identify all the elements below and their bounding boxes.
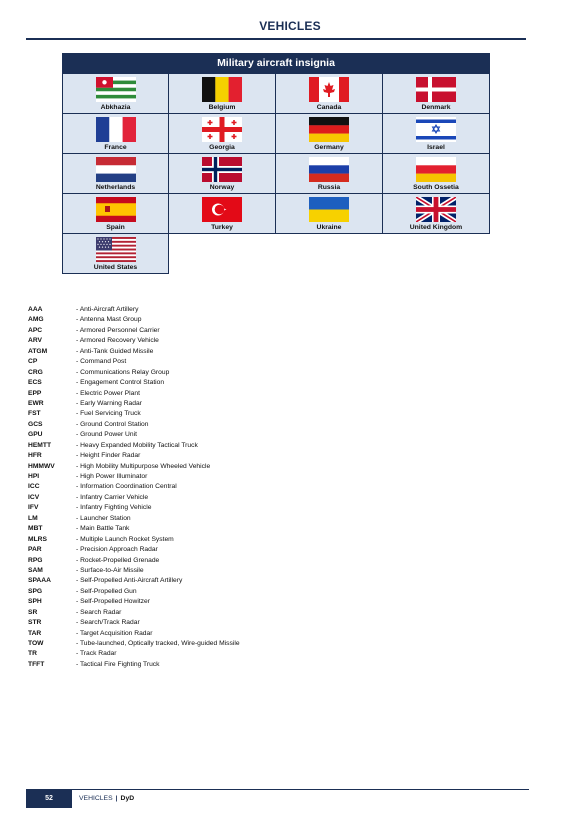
insignia-cell-united-kingdom — [383, 194, 490, 234]
abbreviation-row — [28, 514, 240, 524]
insignia-cell-belgium — [169, 74, 276, 114]
abbreviation-row — [28, 639, 240, 649]
insignia-cell-netherlands — [62, 154, 169, 194]
country-name: United Kingdom — [409, 224, 463, 231]
abbreviation-code: HEMTT — [28, 441, 52, 449]
abbreviation-definition: - Self-Propelled Gun — [76, 587, 137, 595]
insignia-cell-israel — [383, 114, 490, 154]
country-name: Israel — [427, 144, 445, 151]
abbreviation-definition: - Electric Power Plant — [76, 389, 140, 397]
abbreviation-code: APC — [28, 326, 43, 334]
abbreviation-row — [28, 524, 240, 534]
abbreviation-row — [28, 545, 240, 555]
country-name: Norway — [209, 184, 235, 191]
page-title: VEHICLES — [259, 19, 321, 33]
country-name: Germany — [314, 144, 344, 151]
abbreviation-code: SPH — [28, 598, 42, 606]
abbreviation-code: MBT — [28, 525, 43, 533]
abbreviation-row — [28, 576, 240, 586]
abbreviation-code: HFR — [28, 452, 42, 460]
country-name: Belgium — [208, 104, 236, 111]
abbreviation-definition: - Tactical Fire Fighting Truck — [76, 660, 160, 668]
country-name: Russia — [317, 184, 341, 191]
insignia-table — [62, 53, 490, 274]
denmark-flag-icon — [416, 77, 456, 102]
empty-cell — [169, 234, 276, 274]
abbreviation-row — [28, 587, 240, 597]
abbreviation-code: GCS — [28, 420, 43, 428]
footer-section: VEHICLES — [79, 795, 113, 802]
abbreviation-code: ICV — [28, 493, 40, 501]
abbreviation-row — [28, 420, 240, 430]
abbreviation-row — [28, 493, 240, 503]
insignia-grid — [62, 74, 490, 274]
abbreviation-code: ATGM — [28, 347, 48, 355]
abbreviation-code: ECS — [28, 379, 42, 387]
insignia-cell-georgia — [169, 114, 276, 154]
abbreviation-code: SAM — [28, 566, 43, 574]
abbreviation-code: RPG — [28, 556, 43, 564]
south-ossetia-flag-icon — [416, 157, 456, 182]
abbreviation-definition: - Height Finder Radar — [76, 452, 141, 460]
abbreviation-definition: - Track Radar — [76, 650, 117, 658]
abbreviation-code: TR — [28, 650, 37, 658]
country-name: Ukraine — [316, 224, 342, 231]
insignia-cell-canada — [276, 74, 383, 114]
abbreviation-definition: - Infantry Carrier Vehicle — [76, 493, 149, 501]
abbreviation-row — [28, 462, 240, 472]
abbreviation-definition: - Communications Relay Group — [76, 368, 170, 376]
abbreviation-code: EWR — [28, 399, 44, 407]
abbreviation-code: HMMWV — [28, 462, 55, 470]
abbreviation-code: CRG — [28, 368, 43, 376]
abbreviation-code: ICC — [28, 483, 40, 491]
israel-flag-icon — [416, 117, 456, 142]
insignia-cell-france — [62, 114, 169, 154]
country-name: United States — [93, 264, 138, 271]
insignia-cell-ukraine — [276, 194, 383, 234]
country-name: Georgia — [209, 144, 235, 151]
canada-flag-icon — [309, 77, 349, 102]
abbreviation-definition: - Self-Propelled Anti-Aircraft Artillery — [76, 577, 183, 585]
belgium-flag-icon — [202, 77, 242, 102]
abbreviation-row — [28, 503, 240, 513]
country-name: Spain — [106, 224, 125, 231]
abbreviation-row — [28, 660, 240, 670]
abbreviation-definition: - Ground Power Unit — [76, 431, 137, 439]
abbreviation-definition: - Early Warning Radar — [76, 399, 142, 407]
russia-flag-icon — [309, 157, 349, 182]
footer-separator: | — [115, 795, 118, 802]
abbreviation-definition: - Search/Track Radar — [76, 619, 140, 627]
header-divider — [26, 38, 526, 40]
abbreviation-row — [28, 618, 240, 628]
abbreviation-row — [28, 305, 240, 315]
abbreviation-row — [28, 357, 240, 367]
abbreviation-row — [28, 430, 240, 440]
abbreviation-row — [28, 409, 240, 419]
abbreviation-row — [28, 608, 240, 618]
georgia-flag-icon — [202, 117, 242, 142]
insignia-cell-norway — [169, 154, 276, 194]
abbreviation-definition: - Rocket-Propelled Grenade — [76, 556, 160, 564]
abbreviation-row — [28, 597, 240, 607]
abbreviation-code: LM — [28, 514, 38, 522]
abbreviation-row — [28, 535, 240, 545]
abbreviation-code: AMG — [28, 316, 44, 324]
country-name: South Ossetia — [413, 184, 459, 191]
abbreviation-definition: - High Mobility Multipurpose Wheeled Vehicle — [76, 462, 211, 470]
abbreviation-row — [28, 566, 240, 576]
abbreviation-row — [28, 441, 240, 451]
empty-cell — [383, 234, 490, 274]
abbreviation-definition: - Self-Propelled Howitzer — [76, 598, 150, 606]
footer-label — [79, 790, 134, 808]
abbreviation-definition: - Infantry Fighting Vehicle — [76, 504, 152, 512]
abbreviation-list — [28, 305, 240, 670]
abbreviation-row — [28, 336, 240, 346]
abbreviation-row — [28, 368, 240, 378]
brand-logo: DyD — [120, 795, 135, 802]
abbreviation-row — [28, 451, 240, 461]
norway-flag-icon — [202, 157, 242, 182]
abbreviation-definition: - Precision Approach Radar — [76, 546, 158, 554]
united-kingdom-flag-icon — [416, 197, 456, 222]
abbreviation-code: CP — [28, 358, 38, 366]
abbreviation-definition: - Tube-launched, Optically tracked, Wire-guided Missile — [76, 640, 240, 647]
abbreviation-row — [28, 482, 240, 492]
abbreviation-code: SPAAA — [28, 577, 51, 585]
abbreviation-code: SPG — [28, 587, 43, 595]
abbreviation-definition: - Search Radar — [76, 608, 122, 616]
abbreviation-definition: - Armored Recovery Vehicle — [76, 337, 159, 345]
insignia-cell-spain — [62, 194, 169, 234]
abbreviation-code: IFV — [28, 504, 39, 512]
insignia-cell-abkhazia — [62, 74, 169, 114]
abbreviation-row — [28, 315, 240, 325]
netherlands-flag-icon — [96, 157, 136, 182]
insignia-cell-denmark — [383, 74, 490, 114]
abbreviation-code: TFFT — [28, 660, 45, 668]
country-name: Canada — [316, 104, 342, 111]
insignia-cell-turkey — [169, 194, 276, 234]
abbreviation-code: GPU — [28, 431, 43, 439]
germany-flag-icon — [309, 117, 349, 142]
country-name: Denmark — [421, 104, 451, 111]
abbreviation-definition: - Surface-to-Air Missile — [76, 566, 144, 574]
abbreviation-definition: - Armored Personnel Carrier — [76, 326, 160, 334]
insignia-cell-united-states — [62, 234, 169, 274]
abbreviation-definition: - Target Acquisition Radar — [76, 629, 153, 637]
united-states-flag-icon — [96, 237, 136, 262]
abbreviation-row — [28, 472, 240, 482]
abbreviation-definition: - Ground Control Station — [76, 420, 149, 428]
abbreviation-definition: - Multiple Launch Rocket System — [76, 535, 174, 543]
abbreviation-definition: - Heavy Expanded Mobility Tactical Truck — [76, 441, 198, 449]
turkey-flag-icon — [202, 197, 242, 222]
abbreviation-row — [28, 378, 240, 388]
abbreviation-code: SR — [28, 608, 38, 616]
abbreviation-definition: - Information Coordination Central — [76, 483, 177, 491]
abbreviation-definition: - High Power Illuminator — [76, 473, 148, 480]
abbreviation-code: EPP — [28, 389, 42, 397]
abbreviation-code: MLRS — [28, 535, 47, 543]
insignia-cell-south-ossetia — [383, 154, 490, 194]
abbreviation-row — [28, 649, 240, 659]
abbreviation-row — [28, 347, 240, 357]
spain-flag-icon — [96, 197, 136, 222]
abbreviation-definition: - Anti-Aircraft Artillery — [76, 306, 139, 313]
country-name: France — [104, 144, 127, 151]
abbreviation-code: ARV — [28, 337, 42, 345]
abkhazia-flag-icon — [96, 77, 136, 102]
abbreviation-code: STR — [28, 619, 42, 627]
abbreviation-definition: - Engagement Control Station — [76, 379, 165, 387]
empty-cell — [276, 234, 383, 274]
abbreviation-code: TOW — [28, 640, 44, 647]
abbreviation-definition: - Main Battle Tank — [76, 525, 130, 533]
insignia-table-title: Military aircraft insignia — [62, 53, 490, 74]
abbreviation-definition: - Antenna Mast Group — [76, 316, 142, 324]
abbreviation-code: PAR — [28, 546, 42, 554]
country-name: Abkhazia — [100, 104, 131, 111]
abbreviation-row — [28, 326, 240, 336]
page-number: 52 — [26, 790, 72, 808]
abbreviation-definition: - Anti-Tank Guided Missile — [76, 347, 154, 355]
abbreviation-row — [28, 389, 240, 399]
abbreviation-row — [28, 399, 240, 409]
country-name: Netherlands — [95, 184, 136, 191]
abbreviation-code: AAA — [28, 306, 43, 313]
abbreviation-row — [28, 629, 240, 639]
abbreviation-definition: - Launcher Station — [76, 514, 131, 522]
country-name: Turkey — [211, 224, 233, 231]
france-flag-icon — [96, 117, 136, 142]
abbreviation-code: FST — [28, 410, 41, 418]
insignia-cell-russia — [276, 154, 383, 194]
abbreviation-code: HPI — [28, 473, 40, 480]
abbreviation-row — [28, 556, 240, 566]
abbreviation-definition: - Fuel Servicing Truck — [76, 410, 141, 418]
abbreviation-code: TAR — [28, 629, 42, 637]
ukraine-flag-icon — [309, 197, 349, 222]
insignia-cell-germany — [276, 114, 383, 154]
abbreviation-definition: - Command Post — [76, 358, 127, 366]
